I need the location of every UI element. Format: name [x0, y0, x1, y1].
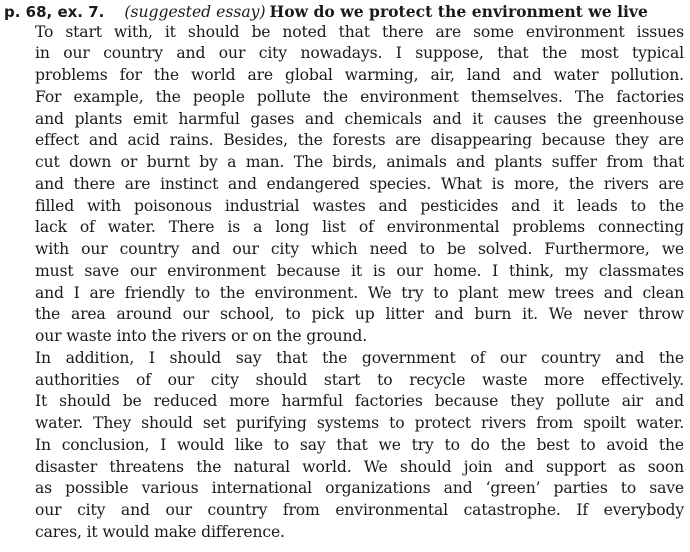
essay-line: cares, it would make difference. — [35, 523, 285, 541]
essay-line: the area around our school, to pick up litter and burn it. We never throw — [35, 305, 684, 323]
essay-line: as possible various international organizations and ‘green’ parties to save — [35, 479, 684, 497]
exercise-heading — [4, 1, 648, 23]
essay-line: our city and our country from environmental catastrophe. If everybody — [35, 501, 684, 519]
essay-line: with our country and our city which need to be solved. Furthermore, we — [35, 240, 684, 258]
essay-line: in our country and our city nowadays. I suppose, that the most typical — [35, 44, 684, 62]
essay-line: authorities of our city should start to recycle waste more effectively. — [35, 371, 684, 389]
essay-line: disaster threatens the natural world. We should join and support as soon — [35, 458, 684, 476]
essay-line: cut down or burnt by a man. The birds, animals and plants suffer from that — [35, 153, 684, 171]
essay-line: and there are instinct and endangered species. What is more, the rivers are — [35, 175, 684, 193]
essay-line: It should be reduced more harmful factories because they pollute air and — [35, 392, 684, 410]
essay-line: In addition, I should say that the government of our country and the — [35, 349, 684, 367]
essay-line: filled with poisonous industrial wastes and pesticides and it leads to the — [35, 197, 684, 215]
essay-line: To start with, it should be noted that there are some environment issues — [35, 23, 684, 41]
essay-line: In conclusion, I would like to say that we try to do the best to avoid the — [35, 436, 684, 454]
essay-line: lack of water. There is a long list of environmental problems connecting — [35, 218, 684, 236]
essay-line: water. They should set purifying systems to protect rivers from spoilt water. — [35, 414, 684, 432]
essay-line: our waste into the rivers or on the ground. — [35, 327, 368, 345]
essay-title: How do we protect the environment we live — [269, 2, 648, 21]
essay-line: problems for the world are global warming, air, land and water pollution. — [35, 66, 684, 84]
exercise-reference: p. 68, ex. 7. — [4, 3, 105, 21]
essay-line: must save our environment because it is our home. I think, my classmates — [35, 262, 684, 280]
essay-note: (suggested essay) — [124, 3, 266, 21]
essay-line: and plants emit harmful gases and chemicals and it causes the greenhouse — [35, 110, 684, 128]
essay-line: and I are friendly to the environment. We try to plant mew trees and clean — [35, 284, 684, 302]
essay-line: effect and acid rains. Besides, the forests are disappearing because they are — [35, 131, 684, 149]
essay-line: For example, the people pollute the environment themselves. The factories — [35, 88, 684, 106]
